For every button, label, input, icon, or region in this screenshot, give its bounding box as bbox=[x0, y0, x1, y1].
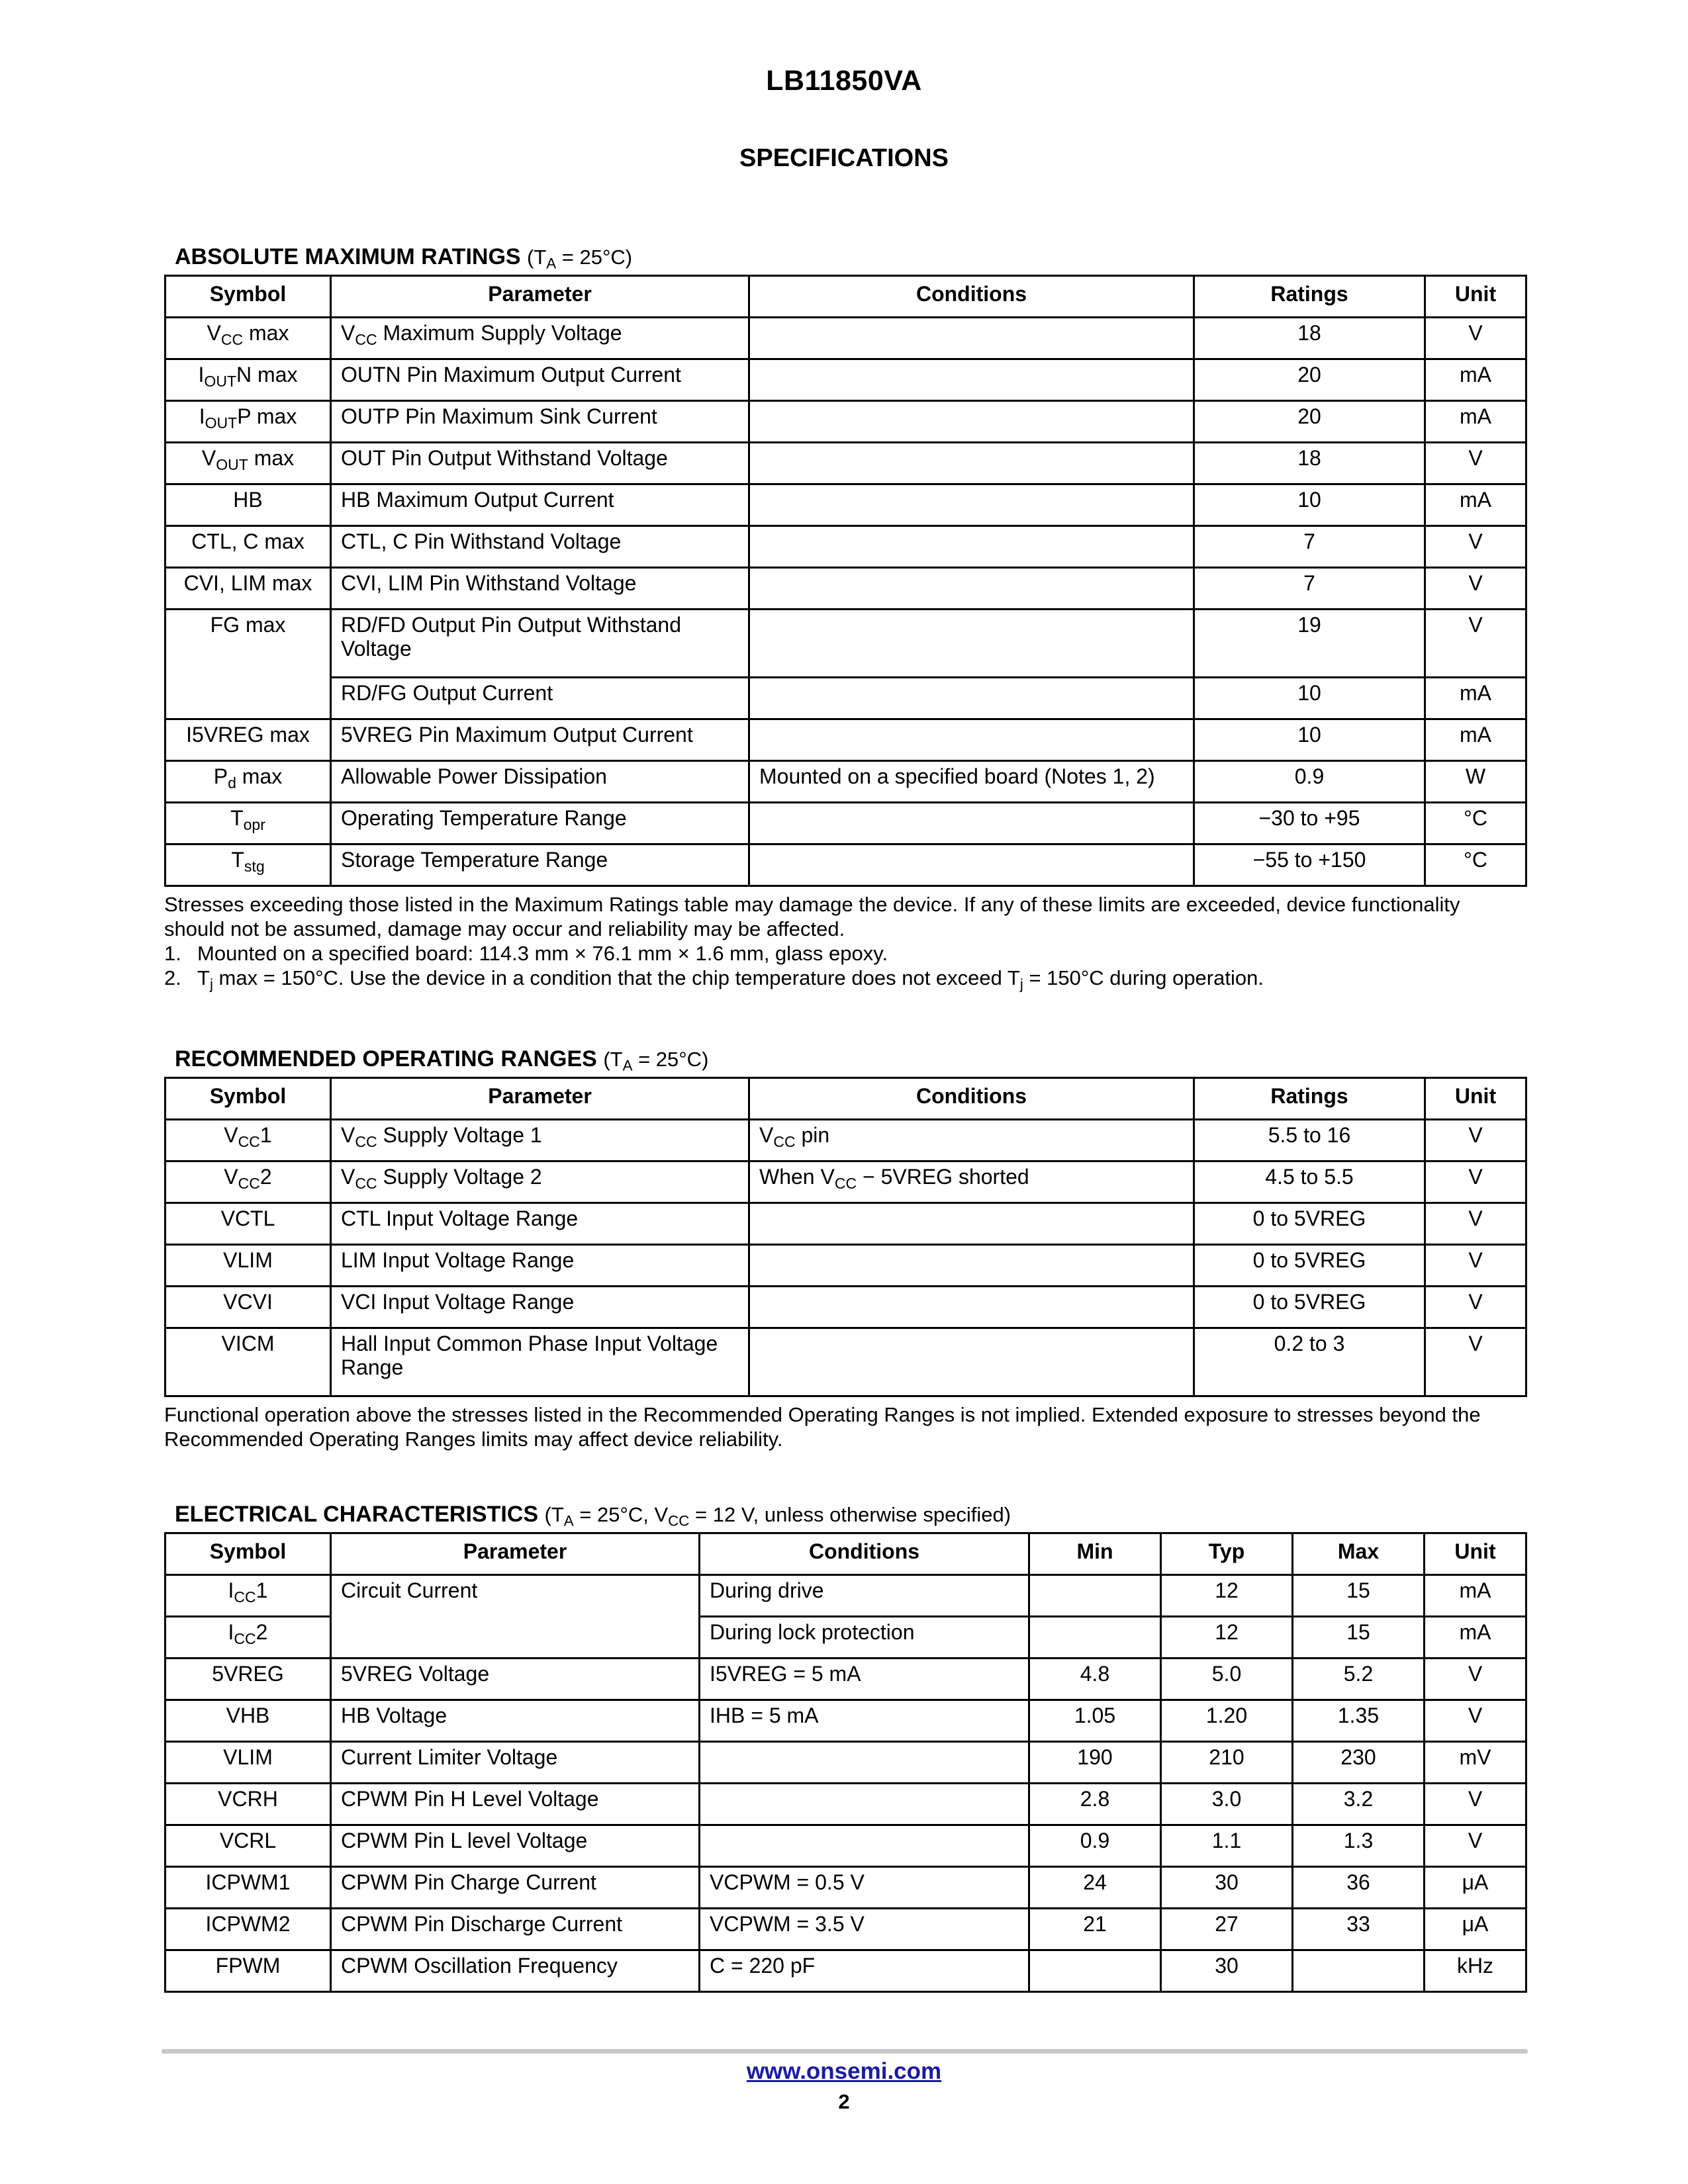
symbol-cell: CTL, C max bbox=[165, 526, 331, 568]
max-cell: 15 bbox=[1293, 1575, 1425, 1617]
header-min: Min bbox=[1029, 1533, 1161, 1575]
rating-cell: 7 bbox=[1194, 526, 1425, 568]
typ-cell: 1.1 bbox=[1161, 1825, 1293, 1867]
symbol-cell: $T_{opr}$ bbox=[165, 803, 331, 844]
parameter-cell: $V_{CC}$ Supply Voltage 1 bbox=[331, 1120, 749, 1161]
unit-cell: μA bbox=[1425, 1867, 1526, 1909]
typ-cell: 5.0 bbox=[1161, 1659, 1293, 1700]
header-max: Max bbox=[1293, 1533, 1425, 1575]
conditions-cell: During lock protection bbox=[700, 1617, 1029, 1659]
header-conditions: Conditions bbox=[749, 1078, 1194, 1120]
parameter-cell: $V_{CC}$ Supply Voltage 2 bbox=[331, 1161, 749, 1203]
electrical-characteristics-heading bbox=[175, 1501, 1525, 1528]
header-ratings: Ratings bbox=[1194, 1078, 1425, 1120]
header-symbol: Symbol bbox=[165, 1533, 331, 1575]
table-row bbox=[165, 1825, 1526, 1867]
max-cell: 5.2 bbox=[1293, 1659, 1425, 1700]
stress-note: Stresses exceeding those listed in the Maximum Ratings table may damage the device. If any of these limits are exceeded, device functionality should not be assumed, damage may occur and reliability may be affected. bbox=[164, 893, 1460, 940]
table-header-row bbox=[165, 1533, 1526, 1575]
unit-cell: mA bbox=[1425, 484, 1526, 526]
unit-cell: °C bbox=[1425, 844, 1526, 886]
section-title: SPECIFICATIONS bbox=[739, 144, 949, 172]
min-cell bbox=[1029, 1950, 1161, 1992]
electrical-characteristics-section bbox=[164, 1501, 1525, 1993]
document-title: LB11850VA bbox=[766, 65, 922, 97]
functional-operation-note: Functional operation above the stresses listed in the Recommended Operating Ranges is not implied. Extended exposure to stresses beyond the Recommended Operating Ranges limits may affect device reliability. bbox=[164, 1403, 1481, 1451]
max-cell: 33 bbox=[1293, 1909, 1425, 1950]
min-cell: 0.9 bbox=[1029, 1825, 1161, 1867]
unit-cell: W bbox=[1425, 761, 1526, 803]
absolute-maximum-ratings-heading bbox=[175, 244, 1525, 271]
absolute-maximum-ratings-table bbox=[164, 275, 1527, 887]
page-number: 2 bbox=[838, 2090, 850, 2113]
max-cell: 3.2 bbox=[1293, 1784, 1425, 1825]
max-cell: 15 bbox=[1293, 1617, 1425, 1659]
table-row bbox=[165, 318, 1526, 359]
footer-website-link[interactable]: www.onsemi.com bbox=[746, 2058, 942, 2084]
typ-cell: 30 bbox=[1161, 1867, 1293, 1909]
conditions-cell bbox=[700, 1742, 1029, 1784]
parameter-cell: CPWM Pin Discharge Current bbox=[331, 1909, 700, 1950]
unit-cell: mA bbox=[1425, 401, 1526, 443]
unit-cell: mA bbox=[1425, 359, 1526, 401]
symbol-cell: $I_{OUT}P$ max bbox=[165, 401, 331, 443]
symbol-cell: $I_{OUT}N$ max bbox=[165, 359, 331, 401]
recommended-operating-ranges-heading bbox=[175, 1046, 1525, 1073]
conditions-cell bbox=[749, 844, 1194, 886]
rating-cell: 20 bbox=[1194, 401, 1425, 443]
symbol-cell: $V_{CC}$ max bbox=[165, 318, 331, 359]
symbol-cell: VICM bbox=[165, 1328, 331, 1396]
conditions-cell: $V_{CC}$ pin bbox=[749, 1120, 1194, 1161]
table-row bbox=[165, 1245, 1526, 1287]
conditions-cell bbox=[749, 719, 1194, 761]
recommended-operating-ranges-table bbox=[164, 1077, 1527, 1397]
absolute-maximum-notes bbox=[164, 892, 1525, 993]
conditions-cell: Mounted on a specified board (Notes 1, 2) bbox=[749, 761, 1194, 803]
parameter-cell: CPWM Oscillation Frequency bbox=[331, 1950, 700, 1992]
conditions-cell bbox=[749, 359, 1194, 401]
unit-cell: V bbox=[1425, 1120, 1526, 1161]
conditions-cell bbox=[749, 1203, 1194, 1245]
rating-cell: 0 to 5VREG bbox=[1194, 1287, 1425, 1328]
typ-cell: 210 bbox=[1161, 1742, 1293, 1784]
table-row bbox=[165, 359, 1526, 401]
typ-cell: 1.20 bbox=[1161, 1700, 1293, 1742]
unit-cell: μA bbox=[1425, 1909, 1526, 1950]
conditions-cell bbox=[749, 1328, 1194, 1396]
rating-cell: 0.9 bbox=[1194, 761, 1425, 803]
symbol-cell: $V_{OUT}$ max bbox=[165, 443, 331, 484]
table-condition: $(T_A = 25^\circ C)$ bbox=[603, 1048, 709, 1074]
symbol-cell: FPWM bbox=[165, 1950, 331, 1992]
unit-cell: V bbox=[1425, 1161, 1526, 1203]
conditions-cell bbox=[749, 1287, 1194, 1328]
unit-cell: mA bbox=[1425, 1617, 1526, 1659]
table-condition: $(T_A = 25^\circ C)$ bbox=[527, 246, 633, 272]
rating-cell: 0.2 to 3 bbox=[1194, 1328, 1425, 1396]
rating-cell: 10 bbox=[1194, 484, 1425, 526]
conditions-cell: VCPWM = 3.5 V bbox=[700, 1909, 1029, 1950]
unit-cell: mV bbox=[1425, 1742, 1526, 1784]
rating-cell: 7 bbox=[1194, 568, 1425, 610]
typ-cell: 3.0 bbox=[1161, 1784, 1293, 1825]
max-cell: 36 bbox=[1293, 1867, 1425, 1909]
min-cell: 2.8 bbox=[1029, 1784, 1161, 1825]
conditions-cell bbox=[749, 1245, 1194, 1287]
rating-cell: 5.5 to 16 bbox=[1194, 1120, 1425, 1161]
conditions-cell bbox=[749, 610, 1194, 678]
min-cell: 24 bbox=[1029, 1867, 1161, 1909]
max-cell: 230 bbox=[1293, 1742, 1425, 1784]
rating-cell: −55 to +150 bbox=[1194, 844, 1425, 886]
conditions-cell bbox=[700, 1784, 1029, 1825]
table-row bbox=[165, 1742, 1526, 1784]
conditions-cell bbox=[749, 803, 1194, 844]
rating-cell: 20 bbox=[1194, 359, 1425, 401]
symbol-cell: $P_d$ max bbox=[165, 761, 331, 803]
symbol-cell: HB bbox=[165, 484, 331, 526]
symbol-cell: I5VREG max bbox=[165, 719, 331, 761]
conditions-cell: When $V_{CC}$ − 5VREG shorted bbox=[749, 1161, 1194, 1203]
symbol-cell: VCVI bbox=[165, 1287, 331, 1328]
unit-cell: mA bbox=[1425, 678, 1526, 719]
header-parameter: Parameter bbox=[331, 1078, 749, 1120]
typ-cell: 27 bbox=[1161, 1909, 1293, 1950]
table-row bbox=[165, 1700, 1526, 1742]
parameter-cell: CTL Input Voltage Range bbox=[331, 1203, 749, 1245]
unit-cell: V bbox=[1425, 1245, 1526, 1287]
rating-cell: 10 bbox=[1194, 719, 1425, 761]
unit-cell: V bbox=[1425, 1659, 1526, 1700]
parameter-cell: HB Voltage bbox=[331, 1700, 700, 1742]
unit-cell: V bbox=[1425, 443, 1526, 484]
table-row bbox=[165, 610, 1526, 678]
header-unit: Unit bbox=[1425, 276, 1526, 318]
conditions-cell bbox=[749, 568, 1194, 610]
header-parameter: Parameter bbox=[331, 276, 749, 318]
header-conditions: Conditions bbox=[700, 1533, 1029, 1575]
parameter-cell: RD/FD Output Pin Output Withstand Voltage bbox=[331, 610, 749, 678]
parameter-cell: Allowable Power Dissipation bbox=[331, 761, 749, 803]
table-row bbox=[165, 719, 1526, 761]
conditions-cell bbox=[749, 526, 1194, 568]
min-cell: 1.05 bbox=[1029, 1700, 1161, 1742]
table-row bbox=[165, 678, 1526, 719]
note-2: 2. $T_j$ max = 150°C. Use the device in a condition that the chip temperature does not exceed $T_j = 150^\circ C$ during operation. bbox=[164, 966, 1264, 993]
symbol-cell: VCTL bbox=[165, 1203, 331, 1245]
unit-cell: V bbox=[1425, 610, 1526, 678]
conditions-cell bbox=[700, 1825, 1029, 1867]
symbol-cell: 5VREG bbox=[165, 1659, 331, 1700]
unit-cell: V bbox=[1425, 1203, 1526, 1245]
symbol-cell: VLIM bbox=[165, 1245, 331, 1287]
parameter-cell: VCI Input Voltage Range bbox=[331, 1287, 749, 1328]
table-title: ELECTRICAL CHARACTERISTICS bbox=[175, 1502, 539, 1527]
header-ratings: Ratings bbox=[1194, 276, 1425, 318]
parameter-cell: LIM Input Voltage Range bbox=[331, 1245, 749, 1287]
symbol-cell: VCRH bbox=[165, 1784, 331, 1825]
symbol-cell: VLIM bbox=[165, 1742, 331, 1784]
unit-cell: mA bbox=[1425, 719, 1526, 761]
rating-cell: 19 bbox=[1194, 610, 1425, 678]
table-row bbox=[165, 1287, 1526, 1328]
conditions-cell bbox=[749, 678, 1194, 719]
min-cell bbox=[1029, 1617, 1161, 1659]
symbol-cell: CVI, LIM max bbox=[165, 568, 331, 610]
conditions-cell: C = 220 pF bbox=[700, 1950, 1029, 1992]
parameter-cell: Hall Input Common Phase Input Voltage Range bbox=[331, 1328, 749, 1396]
table-row bbox=[165, 1950, 1526, 1992]
table-row bbox=[165, 568, 1526, 610]
parameter-cell: OUT Pin Output Withstand Voltage bbox=[331, 443, 749, 484]
symbol-cell: $I_{CC}2$ bbox=[165, 1617, 331, 1659]
conditions-cell bbox=[749, 318, 1194, 359]
table-row bbox=[165, 484, 1526, 526]
recommended-operating-ranges-section bbox=[164, 1046, 1525, 1451]
min-cell bbox=[1029, 1575, 1161, 1617]
header-unit: Unit bbox=[1425, 1078, 1526, 1120]
header-parameter: Parameter bbox=[331, 1533, 700, 1575]
table-row bbox=[165, 1203, 1526, 1245]
table-row bbox=[165, 1909, 1526, 1950]
max-cell: 1.3 bbox=[1293, 1825, 1425, 1867]
rating-cell: 0 to 5VREG bbox=[1194, 1203, 1425, 1245]
table-row bbox=[165, 1575, 1526, 1617]
unit-cell: V bbox=[1425, 1784, 1526, 1825]
header-unit: Unit bbox=[1425, 1533, 1526, 1575]
table-row bbox=[165, 401, 1526, 443]
unit-cell: mA bbox=[1425, 1575, 1526, 1617]
rating-cell: 4.5 to 5.5 bbox=[1194, 1161, 1425, 1203]
header-symbol: Symbol bbox=[165, 1078, 331, 1120]
typ-cell: 12 bbox=[1161, 1575, 1293, 1617]
table-title: ABSOLUTE MAXIMUM RATINGS bbox=[175, 244, 521, 269]
footer-divider bbox=[162, 2049, 1528, 2054]
table-condition: ($T_A = 25^\circ C$, $V_{CC} = 12$ V, unless otherwise specified) bbox=[544, 1503, 1011, 1529]
parameter-cell: RD/FG Output Current bbox=[331, 678, 749, 719]
table-row bbox=[165, 1784, 1526, 1825]
header-symbol: Symbol bbox=[165, 276, 331, 318]
unit-cell: V bbox=[1425, 526, 1526, 568]
unit-cell: V bbox=[1425, 568, 1526, 610]
table-row bbox=[165, 443, 1526, 484]
symbol-cell: $V_{CC}1$ bbox=[165, 1120, 331, 1161]
parameter-cell: Circuit Current bbox=[331, 1575, 700, 1659]
table-row bbox=[165, 1120, 1526, 1161]
electrical-characteristics-table bbox=[164, 1532, 1527, 1993]
note-1: 1. Mounted on a specified board: 114.3 mm × 76.1 mm × 1.6 mm, glass epoxy. bbox=[164, 942, 888, 965]
parameter-cell: CTL, C Pin Withstand Voltage bbox=[331, 526, 749, 568]
table-row bbox=[165, 526, 1526, 568]
parameter-cell: CPWM Pin H Level Voltage bbox=[331, 1784, 700, 1825]
table-title: RECOMMENDED OPERATING RANGES bbox=[175, 1046, 597, 1071]
unit-cell: V bbox=[1425, 1700, 1526, 1742]
table-header-row bbox=[165, 1078, 1526, 1120]
parameter-cell: CVI, LIM Pin Withstand Voltage bbox=[331, 568, 749, 610]
table-row bbox=[165, 1161, 1526, 1203]
conditions-cell: VCPWM = 0.5 V bbox=[700, 1867, 1029, 1909]
symbol-cell: ICPWM1 bbox=[165, 1867, 331, 1909]
typ-cell: 30 bbox=[1161, 1950, 1293, 1992]
table-row bbox=[165, 1659, 1526, 1700]
rating-cell: 0 to 5VREG bbox=[1194, 1245, 1425, 1287]
symbol-cell: $I_{CC}1$ bbox=[165, 1575, 331, 1617]
unit-cell: V bbox=[1425, 1328, 1526, 1396]
rating-cell: 18 bbox=[1194, 443, 1425, 484]
conditions-cell bbox=[749, 401, 1194, 443]
conditions-cell: During drive bbox=[700, 1575, 1029, 1617]
header-conditions: Conditions bbox=[749, 276, 1194, 318]
parameter-cell: $V_{CC}$ Maximum Supply Voltage bbox=[331, 318, 749, 359]
symbol-cell: ICPWM2 bbox=[165, 1909, 331, 1950]
unit-cell: kHz bbox=[1425, 1950, 1526, 1992]
min-cell: 21 bbox=[1029, 1909, 1161, 1950]
parameter-cell: HB Maximum Output Current bbox=[331, 484, 749, 526]
unit-cell: V bbox=[1425, 1287, 1526, 1328]
min-cell: 190 bbox=[1029, 1742, 1161, 1784]
parameter-cell: Operating Temperature Range bbox=[331, 803, 749, 844]
parameter-cell: Storage Temperature Range bbox=[331, 844, 749, 886]
table-row bbox=[165, 1867, 1526, 1909]
min-cell: 4.8 bbox=[1029, 1659, 1161, 1700]
max-cell bbox=[1293, 1950, 1425, 1992]
rating-cell: 18 bbox=[1194, 318, 1425, 359]
symbol-cell: $V_{CC}2$ bbox=[165, 1161, 331, 1203]
header-typ: Typ bbox=[1161, 1533, 1293, 1575]
recommended-operating-notes bbox=[164, 1402, 1525, 1451]
table-row bbox=[165, 761, 1526, 803]
symbol-cell: VCRL bbox=[165, 1825, 331, 1867]
conditions-cell bbox=[749, 484, 1194, 526]
parameter-cell: OUTP Pin Maximum Sink Current bbox=[331, 401, 749, 443]
table-row bbox=[165, 844, 1526, 886]
unit-cell: V bbox=[1425, 318, 1526, 359]
unit-cell: V bbox=[1425, 1825, 1526, 1867]
parameter-cell: CPWM Pin L level Voltage bbox=[331, 1825, 700, 1867]
symbol-cell: $T_{stg}$ bbox=[165, 844, 331, 886]
symbol-cell: VHB bbox=[165, 1700, 331, 1742]
conditions-cell: IHB = 5 mA bbox=[700, 1700, 1029, 1742]
conditions-cell bbox=[749, 443, 1194, 484]
symbol-cell: FG max bbox=[165, 610, 331, 719]
typ-cell: 12 bbox=[1161, 1617, 1293, 1659]
conditions-cell: I5VREG = 5 mA bbox=[700, 1659, 1029, 1700]
rating-cell: −30 to +95 bbox=[1194, 803, 1425, 844]
unit-cell: °C bbox=[1425, 803, 1526, 844]
table-row bbox=[165, 803, 1526, 844]
parameter-cell: 5VREG Pin Maximum Output Current bbox=[331, 719, 749, 761]
max-cell: 1.35 bbox=[1293, 1700, 1425, 1742]
parameter-cell: OUTN Pin Maximum Output Current bbox=[331, 359, 749, 401]
absolute-maximum-ratings-section bbox=[164, 244, 1525, 993]
table-header-row bbox=[165, 276, 1526, 318]
table-row bbox=[165, 1328, 1526, 1396]
rating-cell: 10 bbox=[1194, 678, 1425, 719]
parameter-cell: Current Limiter Voltage bbox=[331, 1742, 700, 1784]
parameter-cell: CPWM Pin Charge Current bbox=[331, 1867, 700, 1909]
parameter-cell: 5VREG Voltage bbox=[331, 1659, 700, 1700]
